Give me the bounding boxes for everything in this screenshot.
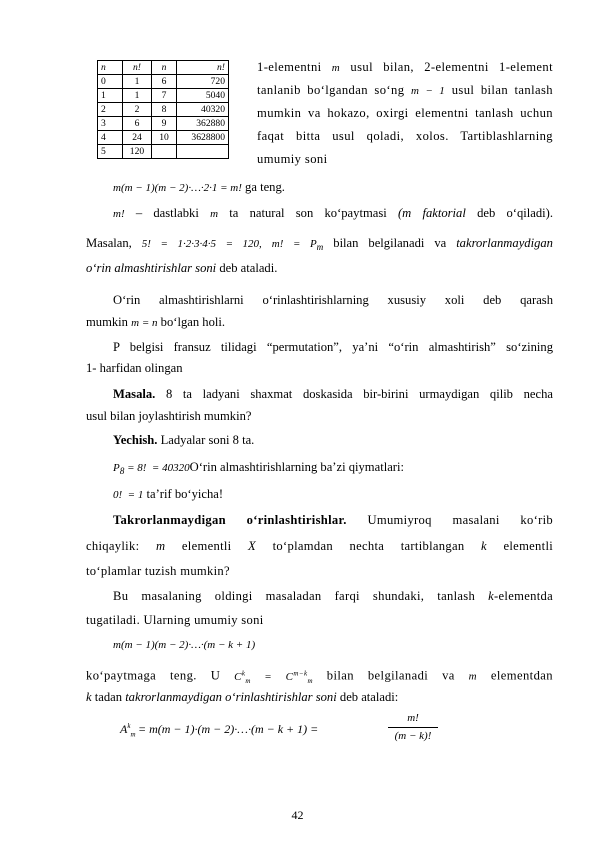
right-text-line: faqat bitta usul qoladi, xolos. Tartiblashlarning <box>257 129 553 143</box>
table-cell: 10 <box>152 131 177 145</box>
table-cell <box>177 145 229 159</box>
table-cell: 0 <box>98 75 123 89</box>
table-cell: 1 <box>98 89 123 103</box>
table-cell: 8 <box>152 103 177 117</box>
paragraph-line: tugatiladi. Ularning umumiy soni <box>86 613 264 627</box>
table-header: n! <box>123 61 152 75</box>
table-cell: 5 <box>98 145 123 159</box>
table-row <box>98 131 229 145</box>
right-text-line: 1-elementni m usul bilan, 2-elementni 1-element <box>257 60 553 74</box>
table-cell: 40320 <box>177 103 229 117</box>
table-cell: 6 <box>123 117 152 131</box>
table-header-row <box>98 61 229 75</box>
right-text-line: umumiy soni <box>257 152 328 166</box>
table-cell: 24 <box>123 131 152 145</box>
table-cell <box>152 145 177 159</box>
table-cell: 3628800 <box>177 131 229 145</box>
paragraph-line: Bu masalaning oldingi masaladan farqi shundaki, tanlash k-elementda <box>113 589 553 603</box>
table-header: n <box>98 61 123 75</box>
paragraph-line: P belgisi fransuz tilidagi “permutation”, ya’ni “o‘rin almashtirish” so‘zining <box>113 340 553 354</box>
table-header: n <box>152 61 177 75</box>
right-text-line: mumkin va hokazo, oxirgi elementni tanlash uchun <box>257 106 553 120</box>
zero-factorial-formula: 0! = 1 ta’rif bo‘yicha! <box>113 487 224 501</box>
table-cell: 4 <box>98 131 123 145</box>
paragraph-line: ko‘paytmaga teng. U $C^k_m = C^{m-k}_m$ bilan belgilanadi va m elementdan <box>86 668 553 685</box>
table-cell: 1 <box>123 89 152 103</box>
table-cell: 3 <box>98 117 123 131</box>
table-row <box>98 75 229 89</box>
paragraph-line: 1- harfidan olingan <box>86 361 183 375</box>
factorial-formula: m(m − 1)(m − 2)·…·2·1 = m! ga teng. <box>113 180 285 194</box>
definition-line: Masalan, 5! = 1·2·3·4·5 = 120, m! = $P_m$ bilan belgilanadi va takrorlanmaydigan <box>86 236 553 253</box>
definition-line: m! – dastlabki m ta natural son ko‘paytmasi (m faktorial deb o‘qiladi). <box>113 206 554 220</box>
section-line: chiqaylik: m elementli X to‘plamdan nechta tartiblangan k elementli <box>86 539 554 553</box>
table-cell: 1 <box>123 75 152 89</box>
table-cell: 2 <box>123 103 152 117</box>
product-formula: m(m − 1)(m − 2)·…·(m − k + 1) <box>113 639 256 651</box>
table-cell: 9 <box>152 117 177 131</box>
section-line: to‘plamlar tuzish mumkin? <box>86 564 230 578</box>
table-cell: 120 <box>123 145 152 159</box>
problem-line: usul bilan joylashtirish mumkin? <box>86 409 252 423</box>
table-row <box>98 103 229 117</box>
table-cell: 2 <box>98 103 123 117</box>
solution-line: Yechish. Ladyalar soni 8 ta. <box>113 433 255 447</box>
table-row <box>98 145 229 159</box>
problem-line: Masala. 8 ta ladyani shaxmat doskasida bir-birini urmaydigan qilib necha <box>113 387 553 401</box>
table-cell: 362880 <box>177 117 229 131</box>
table-header: n! <box>177 61 229 75</box>
factorial-table <box>97 60 229 159</box>
permutation-formula: $P_8 = 8$! = 40320O‘rin almashtirishlarning ba’zi qiymatlari: <box>113 460 404 477</box>
right-text-line: tanlanib bo‘lgandan so‘ng m − 1 usul bilan tanlash <box>257 83 553 97</box>
table-cell: 720 <box>177 75 229 89</box>
page-number: 42 <box>291 808 304 822</box>
paragraph-line: k tadan takrorlanmaydigan o‘rinlashtirishlar soni deb ataladi: <box>86 690 399 704</box>
paragraph-line: mumkin m = n bo‘lgan holi. <box>86 315 226 329</box>
table-cell: 5040 <box>177 89 229 103</box>
table-row <box>98 117 229 131</box>
definition-line: o‘rin almashtirishlar soni deb ataladi. <box>86 261 278 275</box>
paragraph-line: O‘rin almashtirishlarni o‘rinlashtirishlarning xususiy xoli deb qarash <box>113 293 553 307</box>
table-cell: 7 <box>152 89 177 103</box>
table-row <box>98 89 229 103</box>
table-cell: 6 <box>152 75 177 89</box>
section-line: Takrorlanmaydigan o‘rinlashtirishlar. Umumiyroq masalani ko‘rib <box>113 513 554 527</box>
